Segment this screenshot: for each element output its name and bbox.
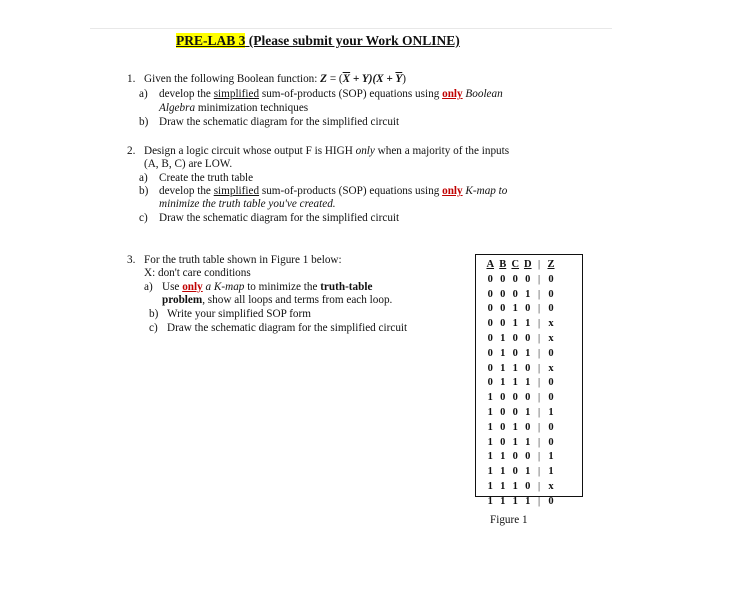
q2b-text-line2: minimize the truth table you've created. xyxy=(159,198,336,210)
cell-col-d: 0 xyxy=(525,332,531,344)
q3a-text: Use only a K-map to minimize the truth-table xyxy=(162,281,373,293)
cell-col-separator: | xyxy=(537,392,541,404)
q2c-label: c) xyxy=(139,212,148,224)
cell-col-b: 1 xyxy=(500,451,506,463)
q2-number: 2. xyxy=(127,145,136,157)
cell-col-d: 0 xyxy=(525,451,531,463)
cell-col-a: 1 xyxy=(487,466,493,478)
cell-col-b: 0 xyxy=(500,421,506,433)
cell-col-c: 0 xyxy=(512,466,518,478)
q3b-label: b) xyxy=(149,308,159,320)
cell-col-c: 1 xyxy=(512,421,518,433)
cell-col-c: 1 xyxy=(512,436,518,448)
cell-col-d: 1 xyxy=(525,377,531,389)
cell-col-a: 1 xyxy=(487,436,493,448)
cell-col-separator: | xyxy=(537,362,541,374)
cell-col-c: 1 xyxy=(512,495,518,507)
figure-caption: Figure 1 xyxy=(490,514,528,526)
cell-col-b: 0 xyxy=(500,318,506,330)
cell-col-d: 0 xyxy=(525,303,531,315)
q1-number: 1. xyxy=(127,73,136,85)
cell-col-c: 0 xyxy=(512,288,518,300)
q1a-text: develop the simplified sum-of-products (SOP) equations using only Boolean xyxy=(159,88,503,100)
cell-col-b: 1 xyxy=(500,466,506,478)
table-row xyxy=(484,332,558,347)
q2b-text: develop the simplified sum-of-products (SOP) equations using only K-map to xyxy=(159,185,508,197)
q2a-text: Create the truth table xyxy=(159,172,254,184)
cell-col-z: 0 xyxy=(548,436,554,448)
cell-col-separator: | xyxy=(537,318,541,330)
cell-col-separator: | xyxy=(537,466,541,478)
cell-col-a: 0 xyxy=(487,362,493,374)
q2a-label: a) xyxy=(139,172,148,184)
q1b-label: b) xyxy=(139,116,149,128)
cell-col-z: 0 xyxy=(548,288,554,300)
cell-col-a: 0 xyxy=(487,273,493,285)
cell-col-d: 1 xyxy=(525,288,531,300)
header-col-d: D xyxy=(523,259,532,270)
cell-col-z: 0 xyxy=(548,377,554,389)
truth-table-header xyxy=(484,258,558,273)
cell-col-a: 0 xyxy=(487,318,493,330)
cell-col-z: 1 xyxy=(548,406,554,418)
cell-col-a: 1 xyxy=(487,406,493,418)
cell-col-a: 0 xyxy=(487,303,493,315)
cell-col-z: 0 xyxy=(548,303,554,315)
cell-col-z: x xyxy=(548,480,554,492)
cell-col-z: 0 xyxy=(548,421,554,433)
cell-col-c: 1 xyxy=(512,377,518,389)
cell-col-z: 1 xyxy=(548,466,554,478)
q1-intro: Given the following Boolean function: $Z = (\overline{X} + Y)(X + \overline{Y})$ xyxy=(144,73,406,85)
cell-col-separator: | xyxy=(537,347,541,359)
table-row xyxy=(484,376,558,391)
table-row xyxy=(484,436,558,451)
cell-col-c: 1 xyxy=(512,362,518,374)
table-row xyxy=(484,288,558,303)
cell-col-a: 0 xyxy=(487,288,493,300)
cell-col-c: 1 xyxy=(512,303,518,315)
cell-col-a: 0 xyxy=(487,332,493,344)
cell-col-d: 1 xyxy=(525,347,531,359)
q3a-label: a) xyxy=(144,281,153,293)
cell-col-c: 0 xyxy=(512,273,518,285)
cell-col-b: 0 xyxy=(500,303,506,315)
cell-col-separator: | xyxy=(537,288,541,300)
table-row xyxy=(484,450,558,465)
title-rest: (Please submit your Work ONLINE) xyxy=(245,33,460,48)
header-col-separator: | xyxy=(537,259,541,270)
q3c-label: c) xyxy=(149,322,158,334)
q1b-text: Draw the schematic diagram for the simplified circuit xyxy=(159,116,400,128)
cell-col-z: 0 xyxy=(548,495,554,507)
table-row xyxy=(484,465,558,480)
cell-col-separator: | xyxy=(537,332,541,344)
table-row xyxy=(484,480,558,495)
q3a-text-line2: problem, show all loops and terms from each loop. xyxy=(162,294,393,306)
cell-col-c: 1 xyxy=(512,318,518,330)
cell-col-c: 1 xyxy=(512,480,518,492)
q3-number: 3. xyxy=(127,254,136,266)
cell-col-d: 0 xyxy=(525,392,531,404)
cell-col-d: 1 xyxy=(525,466,531,478)
cell-col-separator: | xyxy=(537,273,541,285)
cell-col-b: 1 xyxy=(500,362,506,374)
cell-col-c: 0 xyxy=(512,332,518,344)
cell-col-z: x xyxy=(548,318,554,330)
cell-col-separator: | xyxy=(537,377,541,389)
table-row xyxy=(484,362,558,377)
table-row xyxy=(484,347,558,362)
cell-col-separator: | xyxy=(537,406,541,418)
cell-col-d: 0 xyxy=(525,273,531,285)
cell-col-b: 1 xyxy=(500,377,506,389)
q3-intro: For the truth table shown in Figure 1 below: xyxy=(144,254,342,266)
cell-col-separator: | xyxy=(537,451,541,463)
cell-col-separator: | xyxy=(537,421,541,433)
cell-col-z: 0 xyxy=(548,273,554,285)
cell-col-b: 0 xyxy=(500,406,506,418)
cell-col-z: 0 xyxy=(548,347,554,359)
cell-col-d: 0 xyxy=(525,421,531,433)
truth-table xyxy=(484,258,558,510)
cell-col-d: 0 xyxy=(525,362,531,374)
cell-col-a: 1 xyxy=(487,480,493,492)
cell-col-a: 0 xyxy=(487,347,493,359)
cell-col-a: 0 xyxy=(487,377,493,389)
cell-col-separator: | xyxy=(537,303,541,315)
q2-intro-line2: (A, B, C) are LOW. xyxy=(144,158,233,170)
cell-col-b: 1 xyxy=(500,332,506,344)
cell-col-b: 0 xyxy=(500,392,506,404)
title-highlight: PRE-LAB 3 xyxy=(176,33,246,48)
cell-col-a: 1 xyxy=(487,495,493,507)
cell-col-b: 0 xyxy=(500,436,506,448)
cell-col-z: x xyxy=(548,362,554,374)
q3c-text: Draw the schematic diagram for the simplified circuit xyxy=(167,322,408,334)
cell-col-d: 1 xyxy=(525,436,531,448)
header-col-a: A xyxy=(486,259,495,270)
cell-col-d: 1 xyxy=(525,406,531,418)
table-row xyxy=(484,302,558,317)
cell-col-c: 0 xyxy=(512,406,518,418)
q3b-text: Write your simplified SOP form xyxy=(167,308,311,320)
table-row xyxy=(484,273,558,288)
cell-col-a: 1 xyxy=(487,451,493,463)
table-row xyxy=(484,406,558,421)
table-row xyxy=(484,421,558,436)
q2c-text: Draw the schematic diagram for the simplified circuit xyxy=(159,212,400,224)
q2b-label: b) xyxy=(139,185,149,197)
cell-col-d: 1 xyxy=(525,495,531,507)
cell-col-b: 1 xyxy=(500,480,506,492)
table-row xyxy=(484,391,558,406)
cell-col-separator: | xyxy=(537,480,541,492)
q1a-text-line2: Algebra minimization techniques xyxy=(159,102,309,114)
header-col-c: C xyxy=(511,259,520,270)
cell-col-c: 0 xyxy=(512,392,518,404)
table-row xyxy=(484,495,558,510)
cell-col-z: x xyxy=(548,332,554,344)
cell-col-d: 0 xyxy=(525,480,531,492)
cell-col-b: 0 xyxy=(500,273,506,285)
cell-col-separator: | xyxy=(537,436,541,448)
cell-col-c: 0 xyxy=(512,347,518,359)
cell-col-a: 1 xyxy=(487,421,493,433)
header-col-z: Z xyxy=(547,259,555,270)
q2-intro: Design a logic circuit whose output F is HIGH only when a majority of the inputs xyxy=(144,145,510,157)
cell-col-b: 1 xyxy=(500,495,506,507)
cell-col-b: 1 xyxy=(500,347,506,359)
cell-col-b: 0 xyxy=(500,288,506,300)
q1a-label: a) xyxy=(139,88,148,100)
cell-col-separator: | xyxy=(537,495,541,507)
top-divider xyxy=(90,28,612,29)
cell-col-a: 1 xyxy=(487,392,493,404)
cell-col-d: 1 xyxy=(525,318,531,330)
cell-col-c: 0 xyxy=(512,451,518,463)
q3-dont-care: X: don't care conditions xyxy=(144,267,251,279)
cell-col-z: 1 xyxy=(548,451,554,463)
cell-col-z: 0 xyxy=(548,392,554,404)
page-title xyxy=(176,33,460,49)
table-row xyxy=(484,317,558,332)
header-col-b: B xyxy=(499,259,507,270)
